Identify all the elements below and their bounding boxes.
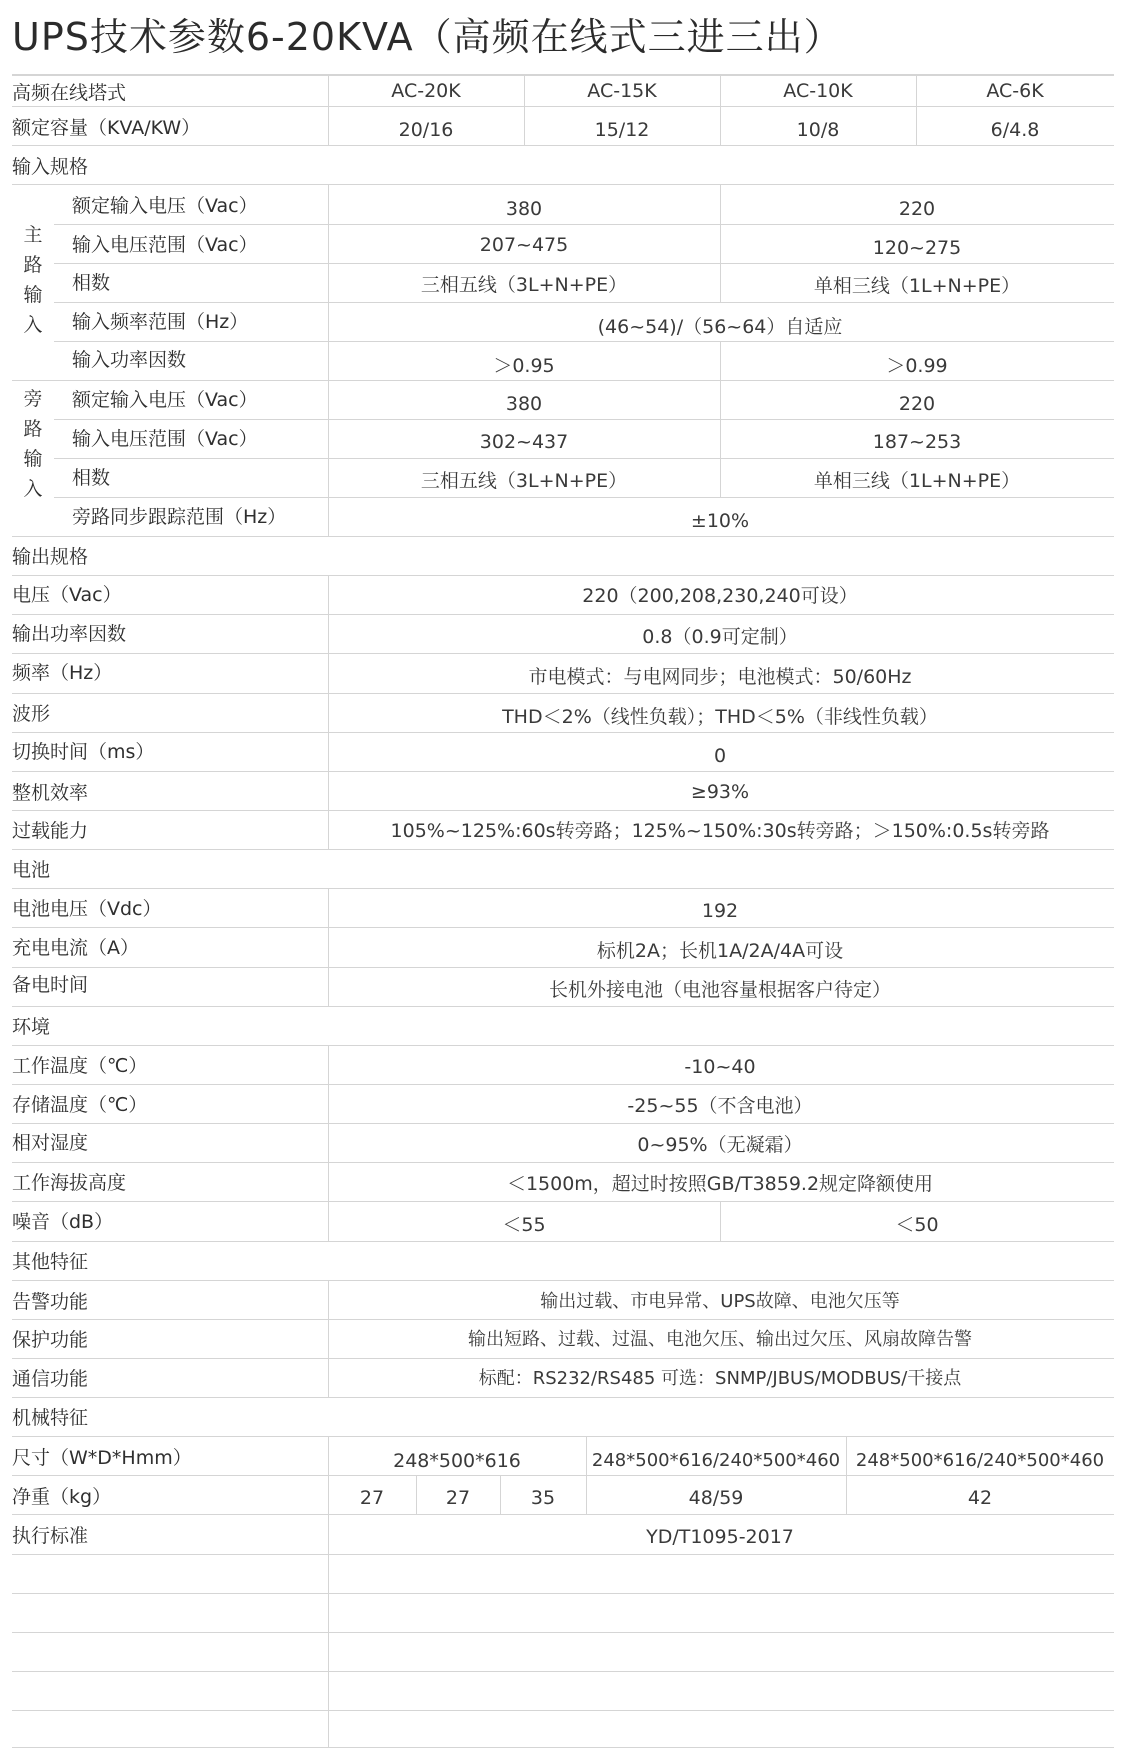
- size-value-ac15k-ac10k: 248*500*616/240*500*460: [591, 1450, 841, 1471]
- group-char: 输: [23, 284, 43, 306]
- row-divider: [12, 575, 1114, 576]
- col-divider: [720, 341, 721, 497]
- communication-label: 通信功能: [12, 1368, 89, 1390]
- row-divider: [12, 732, 1114, 733]
- section-output: 输出规格: [12, 546, 89, 568]
- backup-time-label: 备电时间: [12, 974, 89, 996]
- output-transfer-time-value: 0: [713, 745, 727, 767]
- row-divider: [12, 1671, 1114, 1672]
- op-temp-value: -10~40: [684, 1056, 756, 1078]
- main-power-factor-1ph: ＞0.99: [886, 355, 948, 377]
- main-power-factor-3ph: ＞0.95: [493, 355, 555, 377]
- section-environment: 环境: [12, 1016, 51, 1038]
- row-divider: [12, 1710, 1114, 1711]
- bypass-voltage-range-label: 输入电压范围（Vac）: [72, 428, 258, 450]
- standard-label: 执行标准: [12, 1525, 89, 1547]
- row-divider: [54, 497, 1114, 498]
- altitude-label: 工作海拔高度: [12, 1172, 127, 1194]
- standard-value: YD/T1095-2017: [646, 1526, 794, 1548]
- noise-value-1ph: ＜50: [895, 1214, 939, 1236]
- col-divider: [328, 888, 329, 1006]
- bypass-phases-3ph: 三相五线（3L+N+PE）: [420, 470, 628, 492]
- battery-voltage-label: 电池电压（Vdc）: [12, 898, 162, 920]
- col-divider: [328, 1436, 329, 1747]
- output-waveform-label: 波形: [12, 703, 51, 725]
- capacity-ac20k: 20/16: [398, 119, 454, 141]
- capacity-ac10k: 10/8: [796, 119, 840, 141]
- output-power-factor-label: 输出功率因数: [12, 623, 127, 645]
- row-divider: [12, 967, 1114, 968]
- output-frequency-value: 市电模式：与电网同步；电池模式：50/60Hz: [528, 666, 912, 688]
- row-divider: [12, 849, 1114, 850]
- group-char: 入: [23, 314, 43, 336]
- output-efficiency-label: 整机效率: [12, 782, 89, 804]
- row-divider: [12, 1045, 1114, 1046]
- col-divider: [328, 76, 329, 145]
- storage-temp-value: -25~55（不含电池）: [627, 1095, 813, 1117]
- row-divider: [12, 1514, 1114, 1515]
- section-input: 输入规格: [12, 156, 89, 178]
- main-power-factor-label: 输入功率因数: [72, 349, 187, 371]
- output-overload-label: 过载能力: [12, 820, 89, 842]
- alarm-label: 告警功能: [12, 1291, 89, 1313]
- size-value-ac6k: 248*500*616/240*500*460: [855, 1450, 1105, 1471]
- backup-time-value: 长机外接电池（电池容量根据客户待定）: [548, 979, 892, 1001]
- row-divider: [12, 106, 1114, 107]
- row-divider: [12, 1632, 1114, 1633]
- main-voltage-range-1ph: 120~275: [872, 237, 962, 259]
- row-divider: [12, 693, 1114, 694]
- row-divider: [12, 810, 1114, 811]
- row-divider: [12, 1397, 1114, 1398]
- capacity-label: 额定容量（KVA/KW）: [12, 117, 201, 139]
- page-title: UPS技术参数6-20KVA（高频在线式三进三出）: [12, 15, 843, 59]
- noise-label: 噪音（dB）: [12, 1211, 114, 1233]
- row-divider: [54, 458, 1114, 459]
- row-divider: [54, 419, 1114, 420]
- charge-current-value: 标机2A；长机1A/2A/4A可设: [596, 940, 844, 962]
- size-value-ac20k: 248*500*616: [393, 1450, 521, 1472]
- section-other: 其他特征: [12, 1251, 89, 1273]
- protection-label: 保护功能: [12, 1329, 89, 1351]
- group-main-input: [22, 220, 44, 340]
- col-divider: [524, 76, 525, 145]
- capacity-ac6k: 6/4.8: [990, 119, 1040, 141]
- row-divider: [12, 1006, 1114, 1007]
- model-ac15k: AC-15K: [587, 80, 657, 102]
- storage-temp-label: 存储温度（℃）: [12, 1094, 148, 1116]
- main-freq-range-value: (46~54)/（56~64）自适应: [597, 316, 843, 338]
- col-divider: [328, 1280, 329, 1398]
- main-phases-1ph: 单相三线（1L+N+PE）: [813, 275, 1021, 297]
- group-char: 主: [23, 224, 43, 246]
- model-header-label: 高频在线塔式: [12, 82, 127, 104]
- output-voltage-value: 220（200,208,230,240可设）: [582, 585, 858, 607]
- noise-value-3ph: ＜55: [502, 1214, 546, 1236]
- bypass-rated-voltage-label: 额定输入电压（Vac）: [72, 389, 258, 411]
- communication-value: 标配：RS232/RS485 可选：SNMP/JBUS/MODBUS/干接点: [478, 1368, 962, 1389]
- row-divider: [12, 1280, 1114, 1281]
- col-divider: [416, 1475, 417, 1514]
- row-divider: [54, 263, 1114, 264]
- row-divider: [12, 1358, 1114, 1359]
- col-divider: [500, 1475, 501, 1514]
- row-divider: [54, 302, 1114, 303]
- output-overload-value: 105%~125%:60s转旁路；125%~150%:30s转旁路；＞150%:0.5s转旁路: [390, 820, 1050, 842]
- main-rated-voltage-3ph: 380: [505, 198, 543, 220]
- row-divider: [12, 888, 1114, 889]
- row-divider: [54, 224, 1114, 225]
- output-voltage-label: 电压（Vac）: [12, 584, 122, 606]
- row-divider: [12, 653, 1114, 654]
- alarm-value: 输出过载、市电异常、UPS故障、电池欠压等: [540, 1291, 900, 1312]
- bypass-rated-voltage-3ph: 380: [505, 393, 543, 415]
- group-char: 旁: [23, 388, 43, 410]
- altitude-value: ＜1500m，超过时按照GB/T3859.2规定降额使用: [506, 1173, 934, 1195]
- bypass-rated-voltage-1ph: 220: [898, 393, 936, 415]
- row-divider: [12, 1593, 1114, 1594]
- model-ac20k: AC-20K: [391, 80, 461, 102]
- col-divider: [720, 76, 721, 145]
- group-char: 入: [23, 478, 43, 500]
- bypass-sync-range-value: ±10%: [690, 510, 750, 532]
- main-freq-range-label: 输入频率范围（Hz）: [72, 311, 249, 333]
- main-rated-voltage-label: 额定输入电压（Vac）: [72, 195, 258, 217]
- col-divider: [846, 1436, 847, 1514]
- section-battery: 电池: [12, 859, 51, 881]
- model-ac6k: AC-6K: [986, 80, 1044, 102]
- group-char: 路: [23, 254, 43, 276]
- row-divider: [12, 1747, 1114, 1748]
- row-divider: [12, 1436, 1114, 1437]
- row-divider: [12, 1554, 1114, 1555]
- col-divider: [328, 1045, 329, 1241]
- row-divider: [12, 927, 1114, 928]
- row-divider: [12, 1123, 1114, 1124]
- row-divider: [12, 1162, 1114, 1163]
- weight-value-1: 27: [359, 1487, 385, 1509]
- col-divider: [916, 76, 917, 145]
- main-phases-3ph: 三相五线（3L+N+PE）: [420, 274, 628, 296]
- row-divider: [12, 145, 1114, 146]
- charge-current-label: 充电电流（A）: [12, 937, 139, 959]
- main-voltage-range-label: 输入电压范围（Vac）: [72, 234, 258, 256]
- col-divider: [720, 1201, 721, 1241]
- row-divider: [12, 1475, 1114, 1476]
- col-divider: [720, 184, 721, 302]
- weight-value-5: 42: [967, 1487, 993, 1509]
- row-divider: [12, 1319, 1114, 1320]
- weight-value-2: 27: [445, 1487, 471, 1509]
- weight-label: 净重（kg）: [12, 1486, 112, 1508]
- row-divider: [12, 380, 1114, 381]
- row-divider: [12, 771, 1114, 772]
- main-voltage-range-3ph: 207~475: [479, 234, 569, 256]
- bypass-phases-label: 相数: [72, 467, 111, 489]
- battery-voltage-value: 192: [701, 900, 739, 922]
- row-divider: [12, 184, 1114, 185]
- row-divider: [12, 1201, 1114, 1202]
- protection-value: 输出短路、过载、过温、电池欠压、输出过欠压、风扇故障告警: [468, 1329, 972, 1350]
- output-frequency-label: 频率（Hz）: [12, 662, 113, 684]
- output-power-factor-value: 0.8（0.9可定制）: [642, 626, 798, 648]
- bypass-voltage-range-3ph: 302~437: [479, 431, 569, 453]
- spec-table: [12, 74, 1114, 1746]
- humidity-value: 0~95%（无凝霜）: [637, 1134, 803, 1156]
- main-phases-label: 相数: [72, 272, 111, 294]
- output-waveform-value: THD＜2%（线性负载）；THD＜5%（非线性负载）: [502, 706, 938, 728]
- humidity-label: 相对湿度: [12, 1132, 89, 1154]
- output-efficiency-value: ≥93%: [690, 781, 750, 803]
- col-divider: [586, 1436, 587, 1514]
- weight-value-3: 35: [530, 1487, 556, 1509]
- weight-value-4: 48/59: [688, 1487, 744, 1509]
- row-divider: [12, 536, 1114, 537]
- main-rated-voltage-1ph: 220: [898, 198, 936, 220]
- capacity-ac15k: 15/12: [594, 119, 650, 141]
- row-divider: [12, 1241, 1114, 1242]
- row-divider: [54, 341, 1114, 342]
- section-mechanical: 机械特征: [12, 1407, 89, 1429]
- group-bypass-input: [22, 384, 44, 504]
- output-transfer-time-label: 切换时间（ms）: [12, 741, 155, 763]
- row-divider: [12, 614, 1114, 615]
- col-divider: [328, 184, 329, 536]
- bypass-phases-1ph: 单相三线（1L+N+PE）: [813, 470, 1021, 492]
- group-char: 输: [23, 448, 43, 470]
- bypass-sync-range-label: 旁路同步跟踪范围（Hz）: [72, 506, 287, 528]
- col-divider: [328, 575, 329, 849]
- size-label: 尺寸（W*D*Hmm）: [12, 1447, 192, 1469]
- model-ac10k: AC-10K: [783, 80, 853, 102]
- row-divider: [12, 1084, 1114, 1085]
- group-char: 路: [23, 418, 43, 440]
- op-temp-label: 工作温度（℃）: [12, 1055, 148, 1077]
- bypass-voltage-range-1ph: 187~253: [872, 431, 962, 453]
